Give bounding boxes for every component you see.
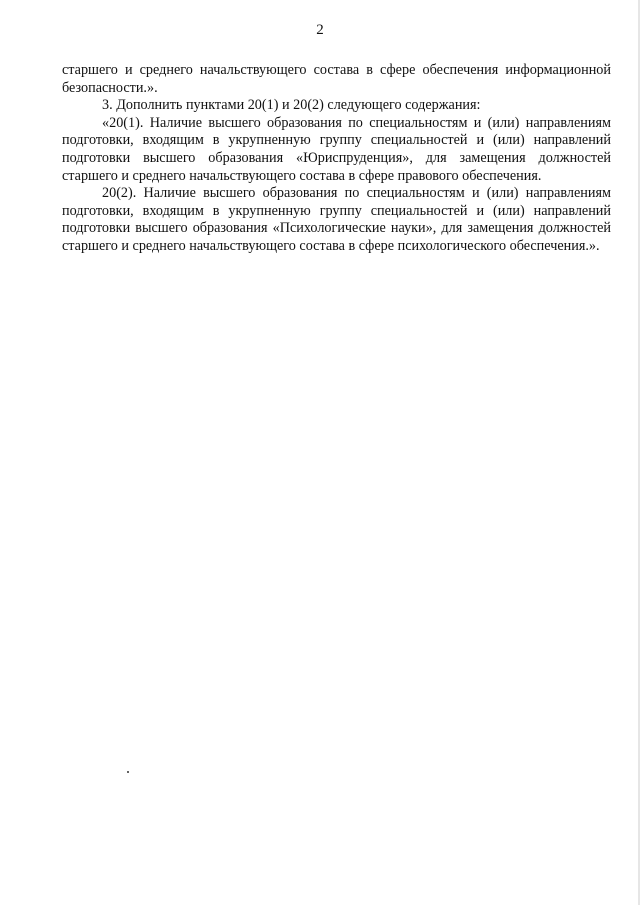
paragraph-continuation: старшего и среднего начальствующего состава в сфере обеспечения информационной безопасности.».	[62, 62, 611, 96]
paragraph-item-3: 3. Дополнить пунктами 20(1) и 20(2) следующего содержания:	[102, 97, 481, 114]
page-number: 2	[316, 22, 324, 38]
scan-artifact-dot	[127, 771, 129, 773]
paragraph-20-1: «20(1). Наличие высшего образования по специальностям и (или) направлениям подготовки, входящим в укрупненную группу специальностей и (или) направлений подготовки высшего образования «Юриспруденция», для замещения должностей старшего и среднего начальствующего состава в сфере правового обеспечения.	[62, 114, 611, 184]
paragraph-20-2: 20(2). Наличие высшего образования по специальностям и (или) направлениям подготовки, входящим в укрупненную группу специальностей и (или) направлений подготовки высшего образования «Психологические науки», для замещения должностей старшего и среднего начальствующего состава в сфере психологического обеспечения.».	[62, 185, 611, 254]
document-body	[62, 62, 611, 256]
